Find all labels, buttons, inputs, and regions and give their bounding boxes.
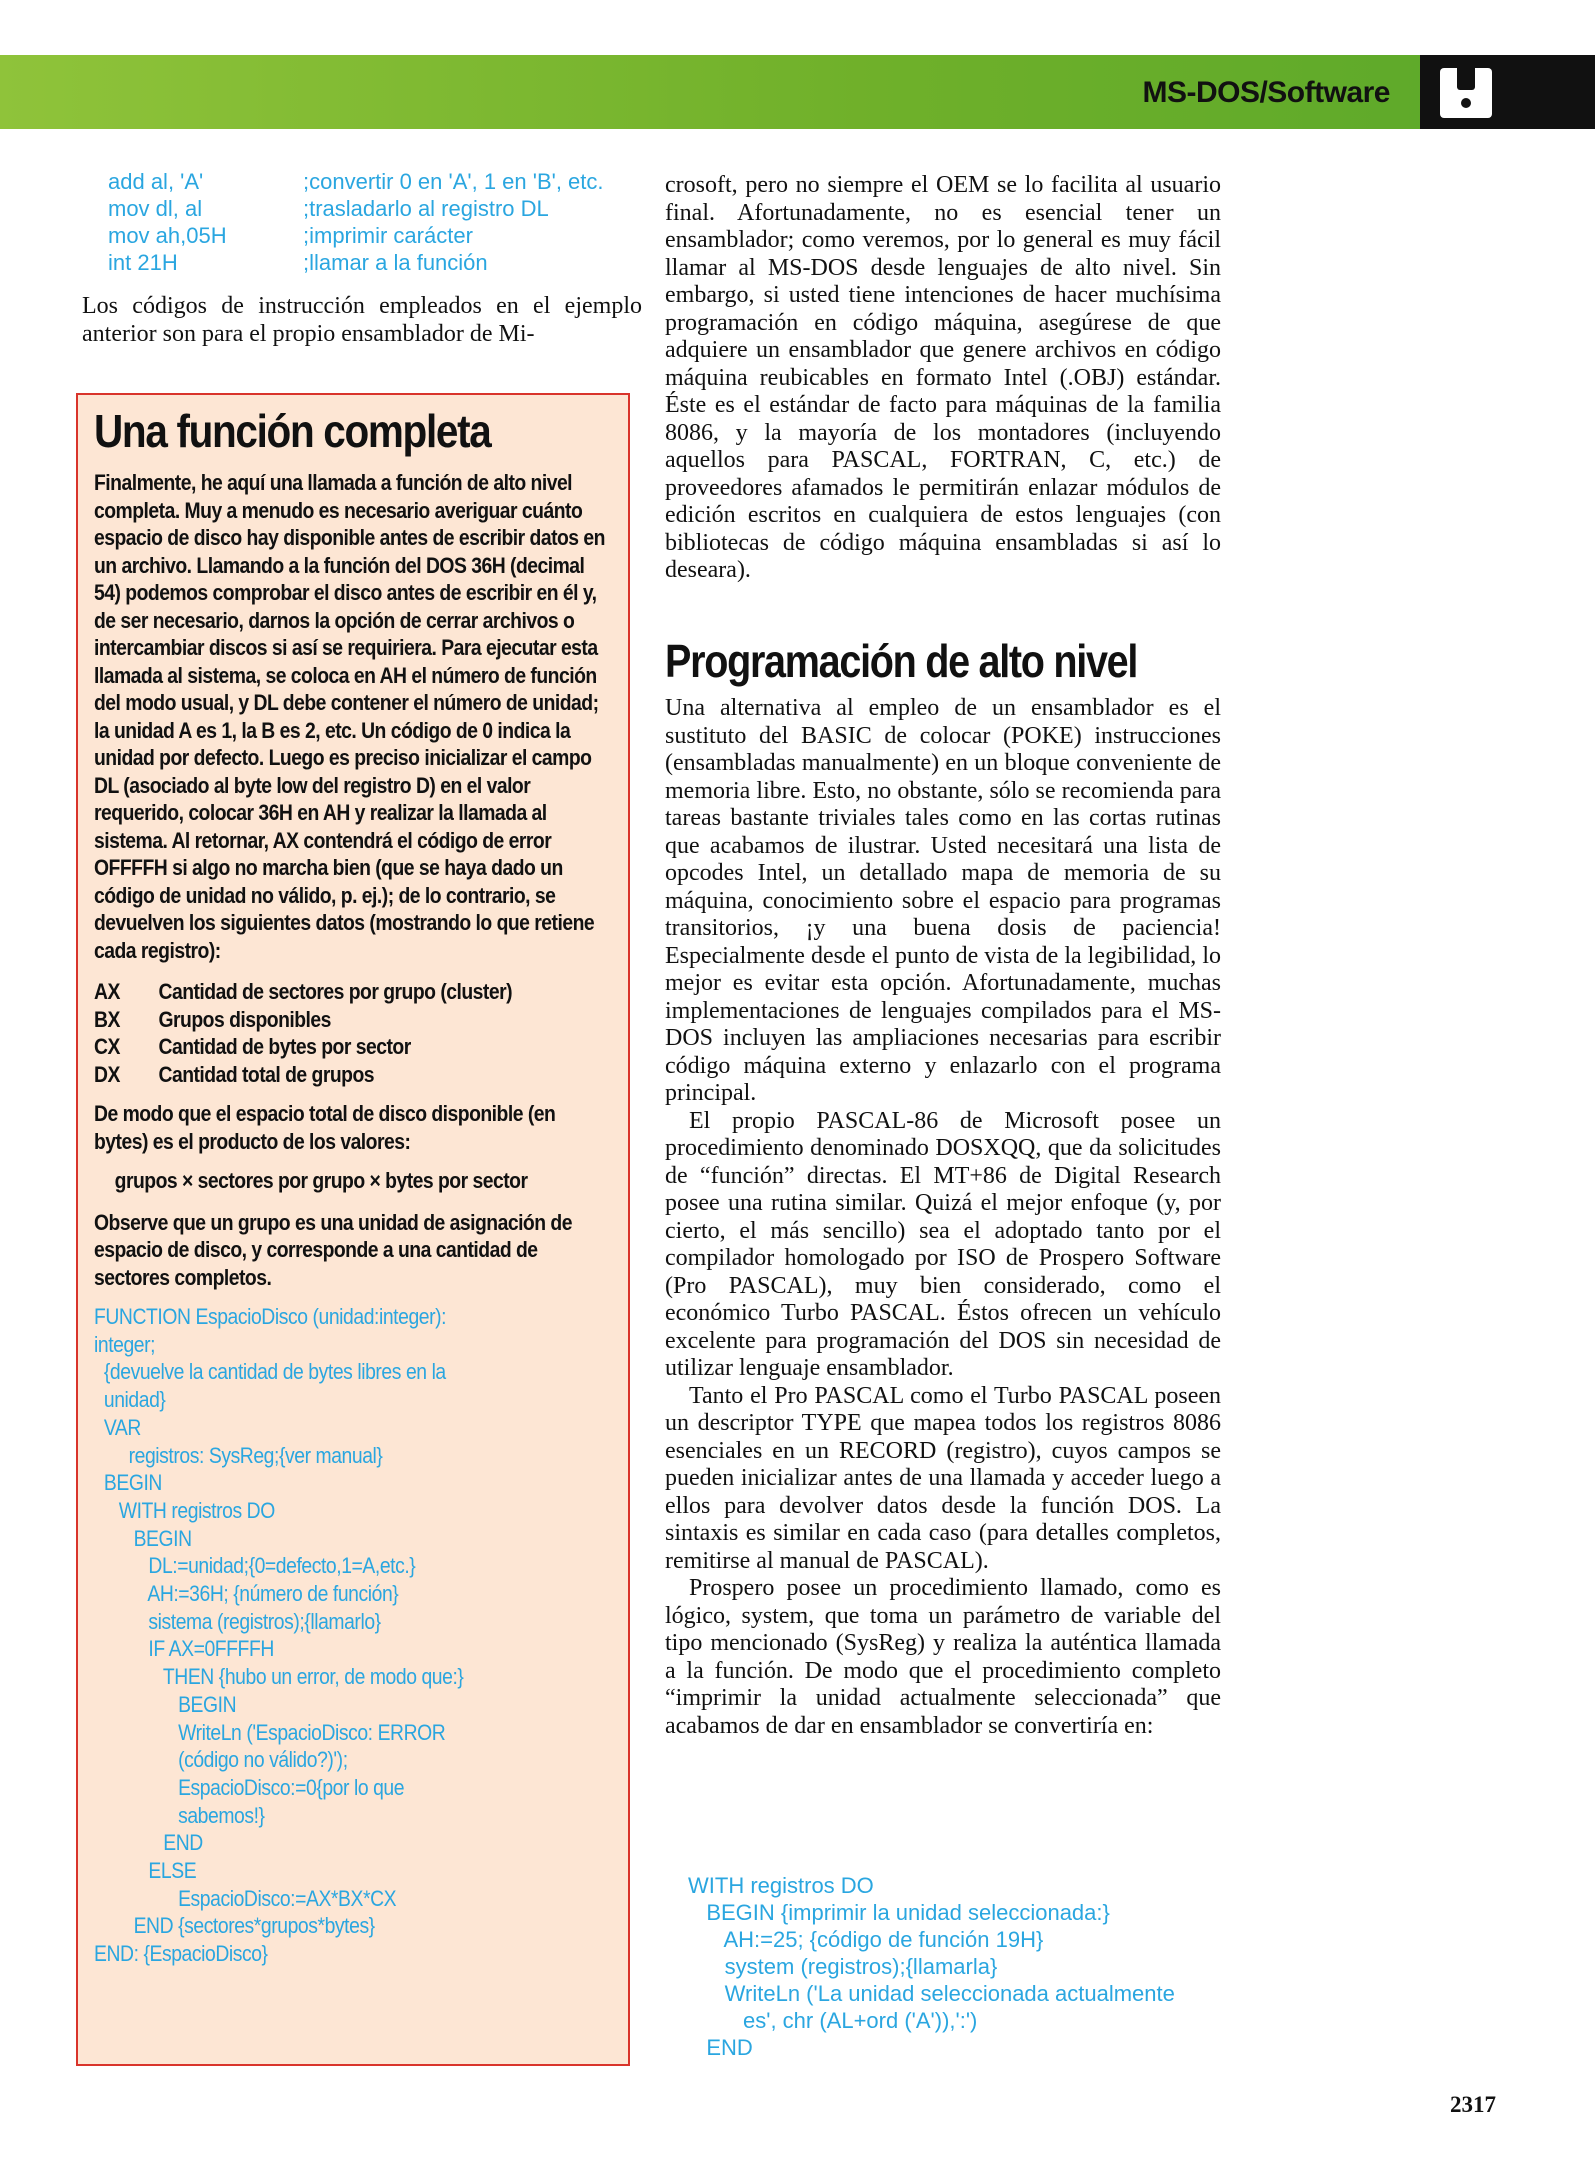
register-name: DX xyxy=(94,1061,120,1087)
code-line: WriteLn ('La unidad seleccionada actualmente xyxy=(688,1981,1175,2006)
register-row xyxy=(94,1033,613,1061)
code-line: VAR xyxy=(94,1414,141,1440)
code-line xyxy=(108,222,648,249)
code-line: EspacioDisco:=AX*BX*CX xyxy=(94,1885,397,1911)
code-line: DL:=unidad;{0=defecto,1=A,etc.} xyxy=(94,1553,416,1579)
code-line: BEGIN xyxy=(94,1470,162,1496)
code-line: WITH registros DO xyxy=(688,1873,874,1898)
register-row xyxy=(94,978,613,1006)
code-line: AH:=36H; {número de función} xyxy=(94,1581,399,1607)
code-line: BEGIN {imprimir la unidad seleccionada:} xyxy=(688,1900,1110,1925)
page-number: 2317 xyxy=(1450,2092,1496,2117)
code-line: unidad} xyxy=(94,1387,166,1413)
code-line: END {sectores*grupos*bytes} xyxy=(94,1913,375,1939)
register-description: Grupos disponibles xyxy=(158,1006,331,1032)
register-description: Cantidad de bytes por sector xyxy=(158,1034,411,1059)
code-line: integer; xyxy=(94,1331,156,1357)
code-line: END xyxy=(94,1830,203,1856)
code-line: BEGIN xyxy=(94,1691,237,1717)
section-title: Programación de alto nivel xyxy=(665,635,1138,687)
code-line: ELSE xyxy=(94,1858,197,1884)
register-row xyxy=(94,1061,613,1089)
code-line: sistema (registros);{llamarlo} xyxy=(94,1608,381,1634)
code-line xyxy=(108,195,648,222)
code-line: END xyxy=(688,2035,753,2060)
pascal-function-code xyxy=(94,1303,613,1968)
code-instruction: add al, 'A' xyxy=(108,169,204,194)
code-line xyxy=(108,168,648,195)
code-line: system (registros);{llamarla} xyxy=(688,1954,998,1979)
register-row xyxy=(94,1006,613,1034)
sidebar-formula: grupos × sectores por grupo × bytes por sector xyxy=(114,1168,528,1193)
code-comment: ;llamar a la función xyxy=(303,250,488,275)
pascal-with-code xyxy=(688,1872,1248,2061)
sidebar-paragraph-3: Observe que un grupo es una unidad de asignación de espacio de disco, y corresponde a una cantidad de sectores completos. xyxy=(94,1209,572,1290)
code-line: (código no válido?)'); xyxy=(94,1747,348,1773)
code-comment: ;imprimir carácter xyxy=(303,223,473,248)
code-line: WriteLn ('EspacioDisco: ERROR xyxy=(94,1719,446,1745)
floppy-disk-icon xyxy=(1440,68,1492,118)
register-list xyxy=(94,978,613,1088)
code-instruction: mov dl, al xyxy=(108,196,203,221)
sidebar-box xyxy=(76,393,630,2066)
right-column-paragraph-4: Tanto el Pro PASCAL como el Turbo PASCAL poseen un descriptor TYPE que mapea todos los registros 8086 esenciales en un RECORD (registro), cuyos campos se pueden inicializar antes de una llamada y acceder luego a ellos para devolver datos desde la función DOS. La sintaxis es similar en cada caso (para detalles completos, remitirse al manual de PASCAL). xyxy=(665,1382,1221,1574)
code-instruction: mov ah,05H xyxy=(108,223,227,248)
code-line: {devuelve la cantidad de bytes libres en la xyxy=(94,1359,446,1385)
code-instruction: int 21H xyxy=(108,250,178,275)
code-line: WITH registros DO xyxy=(94,1497,275,1523)
sidebar-paragraph-1: Finalmente, he aquí una llamada a función de alto nivel completa. Muy a menudo es necesario averiguar cuánto espacio de disco hay disponible antes de escribir datos en un archivo. Llamando a la función del DOS 36H (decimal 54) podemos comprobar el disco antes de escribir en él y, de ser necesario, darnos la opción de cerrar archivos o intercambiar discos si así se requiriera. Para ejecutar esta llamada al sistema, se coloca en AH el número de función del modo usual, y DL debe contener el número de unidad; la unidad A es 1, la B es 2, etc. Un código de 0 indica la unidad por defecto. Luego es preciso inicializar el campo DL (asociado al byte low del registro D) en el valor requerido, colocar 36H en AH y realizar la llamada al sistema. Al retornar, AX contendrá el código de error OFFFFH si algo no marcha bien (que se haya dado un código de unidad no válido, p. ej.); de lo contrario, se devuelven los siguientes datos (mostrando lo que retiene cada registro): xyxy=(94,470,605,963)
code-line: FUNCTION EspacioDisco (unidad:integer): xyxy=(94,1304,447,1329)
sidebar-paragraph-2: De modo que el espacio total de disco disponible (en bytes) es el producto de los valores: xyxy=(94,1101,556,1154)
code-line: END: {EspacioDisco} xyxy=(94,1941,268,1967)
code-line: AH:=25; {código de función 19H} xyxy=(688,1927,1044,1952)
right-column-paragraph-5: Prospero posee un procedimiento llamado, como es lógico, system, que toma un parámetro de variable del tipo mencionado (SysReg) y realiza la auténtica llamada a la función. De modo que el procedimiento completo “imprimir la unidad actualmente seleccionada” que acabamos de dar en ensamblador se convertiría en: xyxy=(665,1575,1221,1739)
code-line: EspacioDisco:=0{por lo que xyxy=(94,1774,405,1800)
register-description: Cantidad total de grupos xyxy=(158,1061,375,1087)
code-line: BEGIN xyxy=(94,1525,192,1551)
right-column-paragraph-1: crosoft, pero no siempre el OEM se lo facilita al usuario final. Afortunadamente, no es esencial tener un ensamblador; como veremos, por lo general es muy fácil llamar al MS-DOS desde lenguajes de alto nivel. Sin embargo, si usted tiene intenciones de hacer muchísima programación en código máquina, asegúrese de que adquiere un ensamblador que genere archivos en código máquina reubicables en formato Intel (.OBJ) estándar. Éste es el estándar de facto para máquinas de la familia 8086, y la mayoría de los montadores (incluyendo aquellos para PASCAL, FORTRAN, C, etc.) de proveedores afamados le permitirán enlazar módulos de edición escritos en cualquiera de estos lenguajes (con bibliotecas de código máquina ensambladas si así lo deseara). xyxy=(665,172,1221,583)
register-name: AX xyxy=(94,979,120,1004)
right-column-paragraph-2: Una alternativa al empleo de un ensamblador es el sustituto del BASIC de colocar (POKE) instrucciones (ensambladas manualmente) en un bloque conveniente de memoria libre. Esto, no obstante, sólo se recomienda para tareas bastante triviales tales como en las cortas rutinas que acabamos de ilustrar. Usted necesitará una lista de opcodes Intel, un detallado mapa de memoria de su máquina, conocimiento sobre el espacio para programas transitorios, ¡y una buena dosis de paciencia! Especialmente desde el punto de vista de la legibilidad, lo mejor es evitar esta opción. Afortunadamente, muchas implementaciones de lenguajes compilados para el MS-DOS incluyen las ampliaciones necesarias para escribir código máquina externo y enlazarlo con el programa principal. xyxy=(665,695,1221,1106)
register-name: BX xyxy=(94,1006,120,1032)
sidebar-title: Una función completa xyxy=(94,405,491,457)
code-comment: ;convertir 0 en 'A', 1 en 'B', etc. xyxy=(303,169,604,194)
section-header: MS-DOS/Software xyxy=(1142,76,1390,109)
right-column-body xyxy=(665,695,1221,1740)
code-line xyxy=(108,249,648,276)
register-name: CX xyxy=(94,1034,120,1059)
register-description: Cantidad de sectores por grupo (cluster) xyxy=(158,979,513,1004)
code-comment: ;trasladarlo al registro DL xyxy=(303,196,549,221)
code-line: registros: SysReg;{ver manual} xyxy=(94,1442,383,1468)
intro-paragraph: Los códigos de instrucción empleados en el ejemplo anterior son para el propio ensamblador de Mi- xyxy=(82,293,642,347)
right-column-paragraph-3: El propio PASCAL-86 de Microsoft posee un procedimiento denominado DOSXQQ, que da solicitudes de “función” directas. El MT+86 de Digital Research posee una rutina similar. Quizá el mejor enfoque (y, por cierto, el más sencillo) sea el adoptado tanto por el compilador homologado por ISO de Prospero Software (Pro PASCAL), muy bien considerado, como el económico Turbo PASCAL. Éstos ofrecen un vehículo excelente para programación del DOS sin necesidad de utilizar lenguaje ensamblador. xyxy=(665,1107,1221,1381)
code-line: es', chr (AL+ord ('A')),':') xyxy=(688,2008,978,2033)
code-line: IF AX=0FFFFH xyxy=(94,1636,274,1662)
assembly-code-snippet xyxy=(108,168,648,276)
code-line: sabemos!} xyxy=(94,1802,265,1828)
code-line: THEN {hubo un error, de modo que:} xyxy=(94,1664,464,1690)
